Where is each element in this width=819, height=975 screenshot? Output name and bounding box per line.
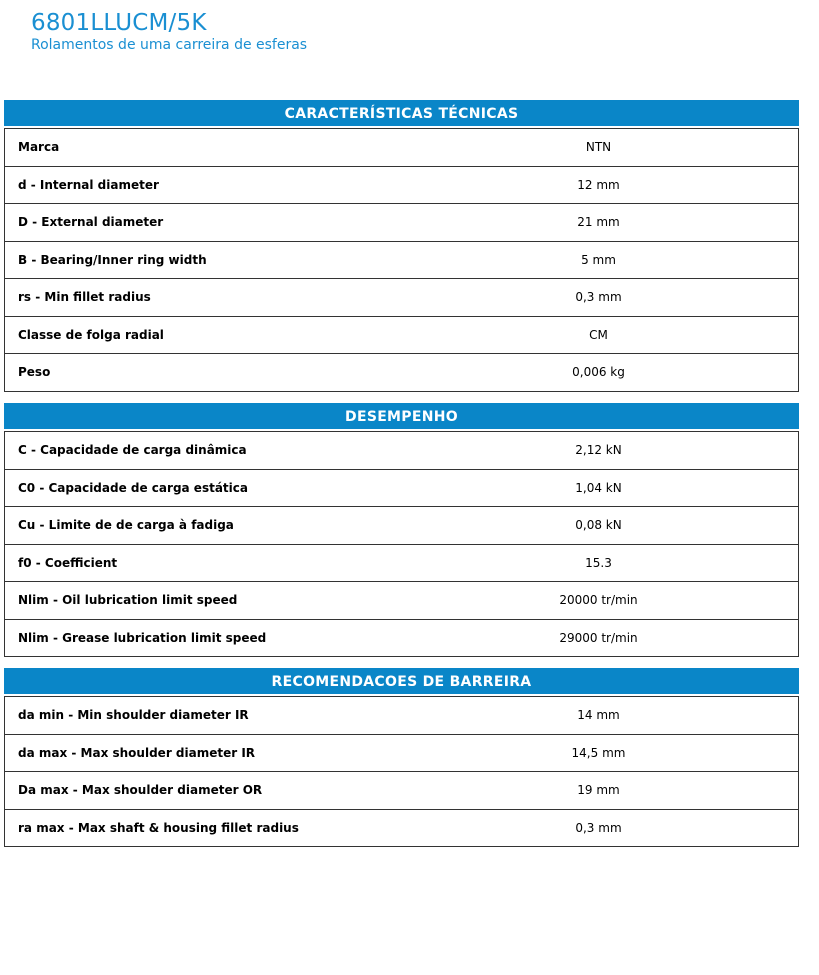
row-value: CM [589, 327, 608, 342]
row-label: Marca [18, 140, 60, 155]
row-label: da min - Min shoulder diameter IR [18, 708, 249, 723]
table-row [5, 354, 798, 392]
row-label: Peso [18, 365, 51, 380]
row-value: 14,5 mm [571, 745, 626, 760]
section-performance [4, 403, 799, 657]
row-label: Nlim - Grease lubrication limit speed [18, 630, 267, 645]
table-row [5, 620, 798, 658]
section-shoulder-recommendations [4, 668, 799, 847]
product-subtitle: Rolamentos de uma carreira de esferas [31, 37, 308, 53]
table-row [5, 470, 798, 508]
row-label: Cu - Limite de de carga à fadiga [18, 518, 234, 533]
row-value: 0,08 kN [575, 518, 622, 533]
row-value: 29000 tr/min [559, 630, 638, 645]
table-row [5, 317, 798, 355]
row-label: C - Capacidade de carga dinâmica [18, 443, 247, 458]
row-label: f0 - Coefficient [18, 555, 118, 570]
table-row [5, 545, 798, 583]
row-value: 15.3 [585, 555, 612, 570]
table-row [5, 507, 798, 545]
table-row [5, 242, 798, 280]
spec-table [4, 431, 799, 657]
spec-table [4, 696, 799, 847]
row-label: B - Bearing/Inner ring width [18, 252, 207, 267]
table-row [5, 810, 798, 848]
table-row [5, 279, 798, 317]
table-row [5, 167, 798, 205]
row-value: 1,04 kN [575, 480, 622, 495]
row-label: Classe de folga radial [18, 327, 164, 342]
table-row [5, 697, 798, 735]
section-header: CARACTERÍSTICAS TÉCNICAS [4, 100, 799, 126]
row-label: rs - Min fillet radius [18, 290, 151, 305]
row-label: Da max - Max shoulder diameter OR [18, 783, 263, 798]
row-value: 19 mm [577, 783, 620, 798]
row-value: 2,12 kN [575, 443, 622, 458]
spec-table [4, 128, 799, 392]
row-label: D - External diameter [18, 215, 164, 230]
product-header [31, 10, 307, 53]
row-value: 0,006 kg [572, 365, 625, 380]
table-row [5, 582, 798, 620]
row-value: 0,3 mm [575, 290, 622, 305]
row-label: da max - Max shoulder diameter IR [18, 745, 256, 760]
row-value: 5 mm [581, 252, 616, 267]
row-value: 0,3 mm [575, 820, 622, 835]
table-row [5, 735, 798, 773]
row-value: 20000 tr/min [559, 593, 638, 608]
section-header: RECOMENDACOES DE BARREIRA [4, 668, 799, 694]
row-value: 12 mm [577, 177, 620, 192]
section-header: DESEMPENHO [4, 403, 799, 429]
table-row [5, 432, 798, 470]
section-technical-characteristics [4, 100, 799, 392]
row-label: C0 - Capacidade de carga estática [18, 480, 248, 495]
row-value: 21 mm [577, 215, 620, 230]
row-label: ra max - Max shaft & housing fillet radius [18, 820, 299, 835]
row-label: Nlim - Oil lubrication limit speed [18, 593, 238, 608]
table-row [5, 204, 798, 242]
table-row [5, 129, 798, 167]
row-value: 14 mm [577, 708, 620, 723]
row-label: d - Internal diameter [18, 177, 159, 192]
product-title: 6801LLUCM/5K [31, 10, 207, 36]
table-row [5, 772, 798, 810]
row-value: NTN [585, 140, 612, 155]
